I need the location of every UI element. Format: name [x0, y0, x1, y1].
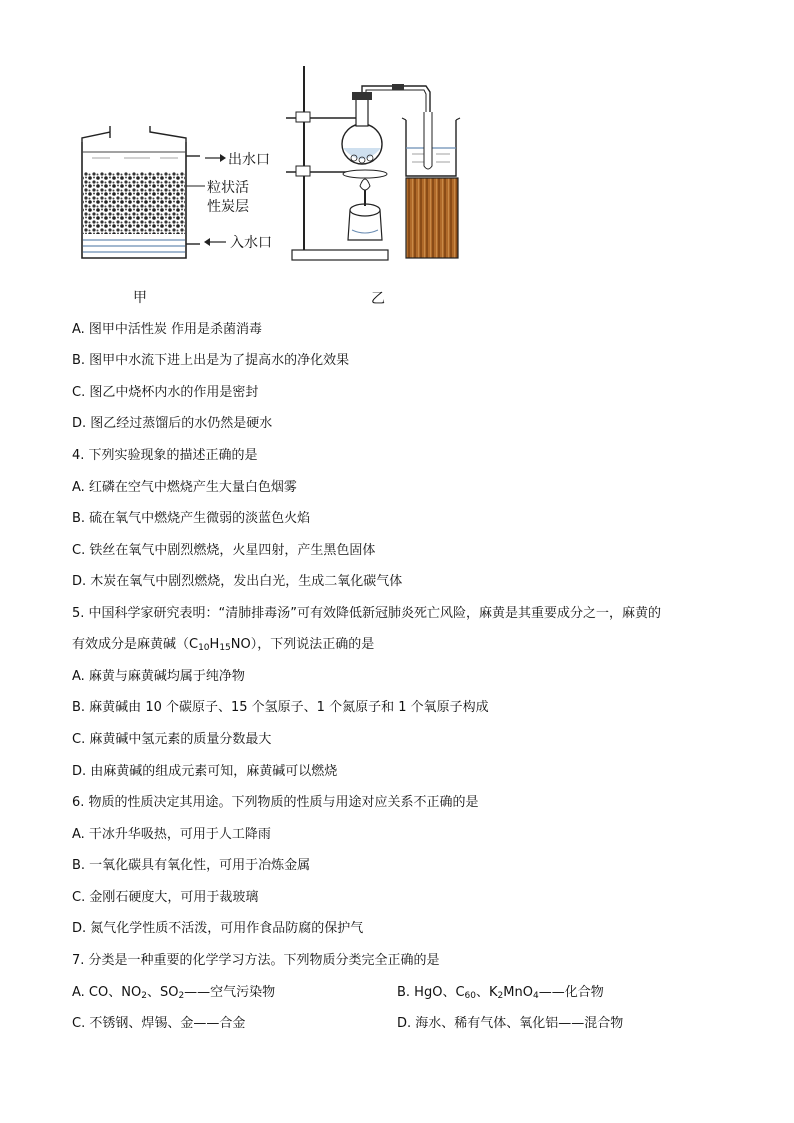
q4-option-d: D. 木炭在氧气中剧烈燃烧，发出白光，生成二氧化碳气体	[72, 574, 403, 589]
q5-option-c: C. 麻黄碱中氢元素的质量分数最大	[72, 732, 272, 747]
label-carbon-line1: 粒状活	[207, 180, 249, 196]
q5-option-a: A. 麻黄与麻黄碱均属于纯净物	[72, 669, 245, 684]
q3-option-a: A. 图甲中活性炭 作用是杀菌消毒	[72, 322, 263, 337]
figure-caption-yi: 乙	[371, 291, 385, 307]
q5-option-d: D. 由麻黄碱的组成元素可知，麻黄碱可以燃烧	[72, 764, 338, 779]
label-outlet: 出水口	[228, 152, 270, 168]
q7-stem: 7. 分类是一种重要的化学学习方法。下列物质分类完全正确的是	[72, 953, 440, 968]
q3-option-d: D. 图乙经过蒸馏后的水仍然是硬水	[72, 416, 273, 431]
figure-area	[0, 0, 794, 310]
figure-caption-jia: 甲	[133, 290, 147, 306]
q4-stem: 4. 下列实验现象的描述正确的是	[72, 448, 258, 463]
q3-option-c: C. 图乙中烧杯内水的作用是密封	[72, 385, 259, 400]
q7-option-a: A. CO、$NO_2$、$SO_2——$空气污染物	[72, 985, 276, 1001]
q4-option-c: C. 铁丝在氧气中剧烈燃烧，火星四射，产生黑色固体	[72, 543, 376, 558]
q7-option-d: D. 海水、稀有气体、氧化铝——混合物	[397, 1016, 624, 1031]
q4-option-b: B. 硫在氧气中燃烧产生微弱的淡蓝色火焰	[72, 511, 311, 526]
label-carbon-line2: 性炭层	[207, 199, 249, 215]
q3-option-b: B. 图甲中水流下进上出是为了提高水的净化效果	[72, 353, 350, 368]
q6-option-b: B. 一氧化碳具有氧化性，可用于冶炼金属	[72, 858, 311, 873]
q6-option-d: D. 氮气化学性质不活泼，可用作食品防腐的保护气	[72, 921, 364, 936]
q7-option-c: C. 不锈钢、焊锡、金——合金	[72, 1016, 246, 1031]
q6-stem: 6. 物质的性质决定其用途。下列物质的性质与用途对应关系不正确的是	[72, 795, 479, 810]
q4-option-a: A. 红磷在空气中燃烧产生大量白色烟雾	[72, 480, 297, 495]
q5-stem-line1: 5. 中国科学家研究表明：“清肺排毒汤”可有效降低新冠肺炎死亡风险，麻黄是其重要成分之一，麻黄的	[72, 606, 662, 621]
q5-option-b: B. 麻黄碱由 10 个碳原子、15 个氢原子、1 个氮原子和 1 个氧原子构成	[72, 700, 489, 715]
q5-stem-line2: 有效成分是麻黄碱$(C_{10}H_{15}NO)$，下列说法正确的是	[72, 637, 375, 653]
q6-option-c: C. 金刚石硬度大，可用于裁玻璃	[72, 890, 259, 905]
label-inlet: 入水口	[230, 235, 272, 251]
filter-apparatus-diagram	[0, 0, 794, 310]
q6-option-a: A. 干冰升华吸热，可用于人工降雨	[72, 827, 271, 842]
q7-option-b: B. HgO、$C_{60}$、$K_2MnO_4——$化合物	[397, 985, 604, 1001]
